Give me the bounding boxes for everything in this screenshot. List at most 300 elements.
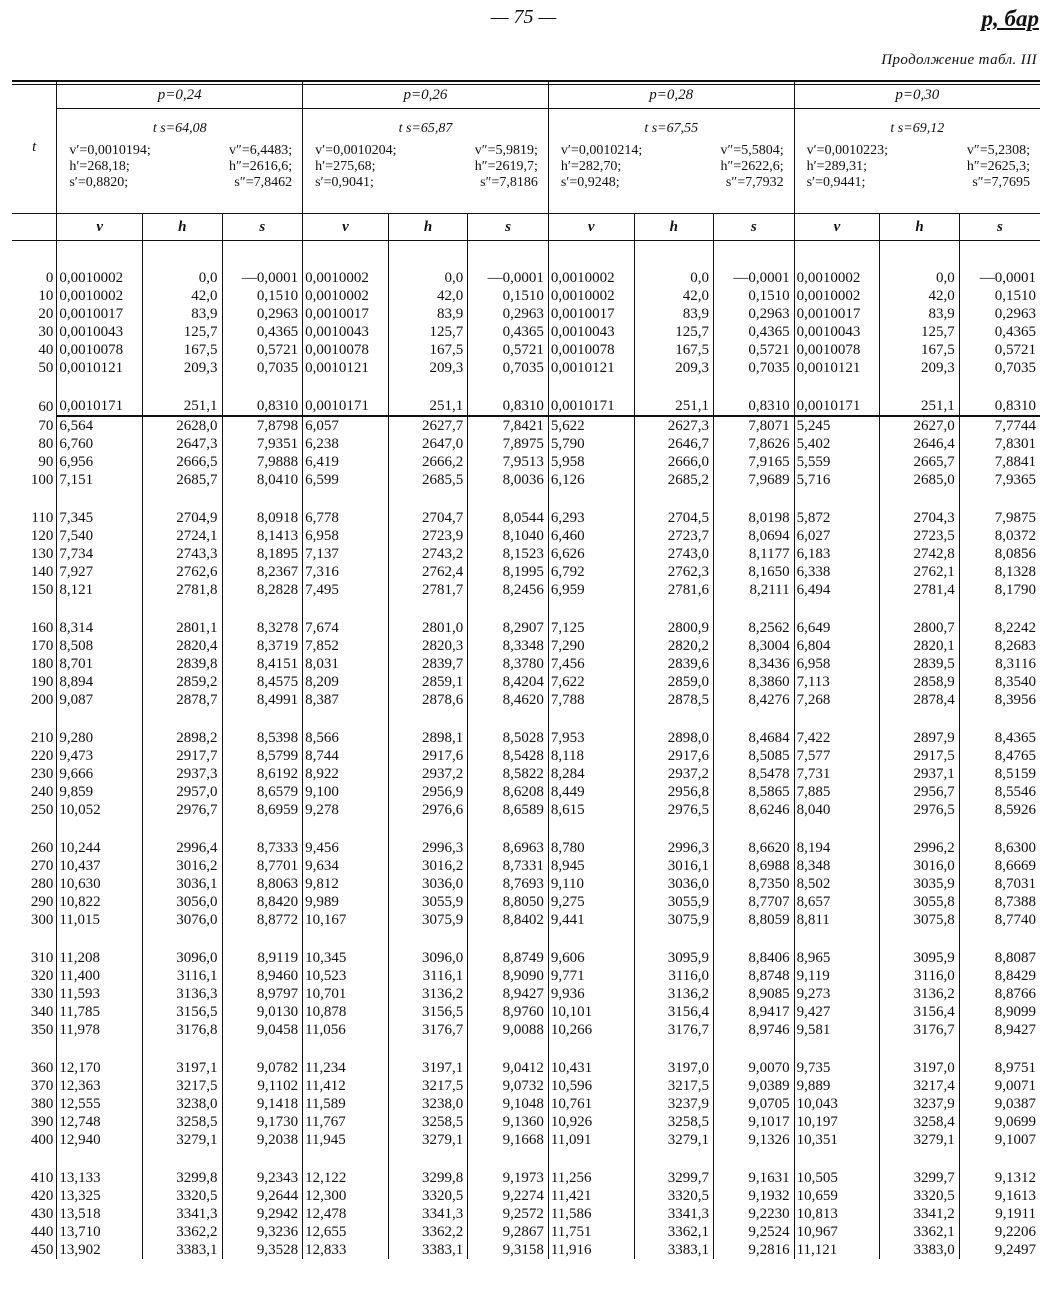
h-cell: 2917,7 — [143, 747, 223, 765]
h-cell: 2956,7 — [880, 783, 960, 801]
spacer-cell — [57, 599, 143, 619]
v-cell: 12,833 — [303, 1241, 389, 1259]
spacer-cell — [57, 241, 143, 270]
v-cell: 6,057 — [303, 416, 389, 435]
table-row — [12, 765, 1040, 783]
v-cell: 6,293 — [548, 509, 634, 527]
spacer-cell — [57, 819, 143, 839]
table-row — [12, 1205, 1040, 1223]
saturation-block-0 — [57, 109, 303, 214]
h-cell: 3176,8 — [143, 1021, 223, 1039]
h-cell: 2859,0 — [634, 673, 714, 691]
row-group-3 — [12, 599, 1040, 709]
h-cell: 2839,7 — [388, 655, 468, 673]
t-column-header: t — [12, 82, 57, 214]
spacer-cell — [303, 929, 389, 949]
h-cell: 2976,5 — [634, 801, 714, 819]
s-cell: 9,1312 — [959, 1169, 1040, 1187]
temperature-cell: 340 — [30, 1004, 54, 1020]
v-cell: 11,593 — [57, 985, 143, 1003]
table-row — [12, 839, 1040, 857]
s-cell: 8,8087 — [959, 949, 1040, 967]
table-row — [12, 967, 1040, 985]
spacer-cell — [548, 377, 634, 397]
spacer-cell — [959, 241, 1040, 270]
table-row — [12, 1241, 1040, 1259]
h-cell: 2996,4 — [143, 839, 223, 857]
spacer-cell — [468, 377, 549, 397]
s-cell: 8,0694 — [714, 527, 795, 545]
temperature-cell: 450 — [30, 1242, 54, 1258]
h-cell: 3341,2 — [880, 1205, 960, 1223]
row-group-6 — [12, 929, 1040, 1039]
h-cell: 3116,0 — [880, 967, 960, 985]
saturation-value-v1: v′=0,0010194; — [69, 143, 151, 158]
s-cell: 8,0036 — [468, 471, 549, 489]
h-cell: 2820,4 — [143, 637, 223, 655]
s-cell: 8,6246 — [714, 801, 795, 819]
v-cell: 6,126 — [548, 471, 634, 489]
v-cell: 8,811 — [794, 911, 880, 929]
s-cell: 8,2111 — [714, 581, 795, 599]
spacer-cell — [880, 709, 960, 729]
h-cell: 2937,2 — [634, 765, 714, 783]
s-cell: 9,1730 — [222, 1113, 303, 1131]
temperature-cell: 360 — [30, 1060, 54, 1076]
saturation-values — [315, 143, 538, 191]
temperature-cell: 260 — [30, 840, 54, 856]
spacer-cell — [880, 489, 960, 509]
v-cell: 12,655 — [303, 1223, 389, 1241]
s-cell: 8,5159 — [959, 765, 1040, 783]
h-cell: 2937,2 — [388, 765, 468, 783]
pressure-label-2: p=0,28 — [548, 82, 794, 109]
s-cell: 8,7701 — [222, 857, 303, 875]
v-cell: 6,626 — [548, 545, 634, 563]
saturation-temperature: t s=69,12 — [890, 121, 945, 136]
h-cell: 3362,2 — [388, 1223, 468, 1241]
table-header — [12, 82, 1040, 241]
h-cell: 3136,2 — [388, 985, 468, 1003]
saturation-value-s2: s″=7,7695 — [972, 175, 1030, 190]
h-cell: 167,5 — [388, 341, 468, 359]
h-cell: 3238,0 — [143, 1095, 223, 1113]
temperature-cell: 90 — [38, 454, 54, 470]
table-row — [12, 1021, 1040, 1039]
s-cell: 8,4765 — [959, 747, 1040, 765]
spacer-cell — [794, 819, 880, 839]
column-header-v: v — [794, 214, 880, 241]
temperature-cell: 200 — [30, 692, 54, 708]
spacer-cell — [57, 929, 143, 949]
row-group-1 — [12, 377, 1040, 489]
v-cell: 9,771 — [548, 967, 634, 985]
group-spacer — [12, 929, 1040, 949]
s-cell: 8,5865 — [714, 783, 795, 801]
s-cell: 0,7035 — [714, 359, 795, 377]
s-cell: 8,9099 — [959, 1003, 1040, 1021]
spacer-cell — [12, 1149, 57, 1169]
temperature-cell: 420 — [30, 1188, 54, 1204]
temperature-cell: 440 — [30, 1224, 54, 1240]
h-cell: 3136,2 — [880, 985, 960, 1003]
s-cell: 0,4365 — [222, 323, 303, 341]
spacer-cell — [468, 929, 549, 949]
v-cell: 5,872 — [794, 509, 880, 527]
v-cell: 11,767 — [303, 1113, 389, 1131]
group-spacer — [12, 241, 1040, 270]
spacer-cell — [468, 241, 549, 270]
h-cell: 2704,7 — [388, 509, 468, 527]
h-cell: 2781,7 — [388, 581, 468, 599]
v-cell: 10,043 — [794, 1095, 880, 1113]
table-row — [12, 341, 1040, 359]
spacer-cell — [222, 489, 303, 509]
v-cell: 10,967 — [794, 1223, 880, 1241]
v-cell: 6,778 — [303, 509, 389, 527]
h-cell: 2743,3 — [143, 545, 223, 563]
h-cell: 3116,0 — [634, 967, 714, 985]
v-cell: 11,056 — [303, 1021, 389, 1039]
s-cell: 8,7740 — [959, 911, 1040, 929]
s-cell: 9,0389 — [714, 1077, 795, 1095]
v-cell: 9,859 — [57, 783, 143, 801]
spacer-cell — [794, 241, 880, 270]
h-cell: 3279,1 — [880, 1131, 960, 1149]
v-cell: 13,325 — [57, 1187, 143, 1205]
temperature-cell: 160 — [30, 620, 54, 636]
v-cell: 0,0010078 — [57, 341, 143, 359]
s-cell: 9,0705 — [714, 1095, 795, 1113]
s-cell: 8,8420 — [222, 893, 303, 911]
h-cell: 3055,9 — [634, 893, 714, 911]
spacer-cell — [634, 377, 714, 397]
saturation-value-h2: h″=2616,6; — [228, 159, 293, 174]
s-cell: 9,1360 — [468, 1113, 549, 1131]
v-cell: 10,052 — [57, 801, 143, 819]
s-cell: 8,3540 — [959, 673, 1040, 691]
s-cell: 8,1413 — [222, 527, 303, 545]
v-cell: 5,716 — [794, 471, 880, 489]
table-row — [12, 1187, 1040, 1205]
s-cell: 8,6669 — [959, 857, 1040, 875]
saturation-values — [561, 143, 784, 191]
v-cell: 7,731 — [794, 765, 880, 783]
saturation-value-s2: s″=7,8462 — [234, 175, 293, 190]
s-cell: 9,0732 — [468, 1077, 549, 1095]
s-cell: 9,2497 — [959, 1241, 1040, 1259]
h-cell: 2800,7 — [880, 619, 960, 637]
h-cell: 42,0 — [143, 287, 223, 305]
spacer-cell — [12, 1039, 57, 1059]
v-cell: 13,518 — [57, 1205, 143, 1223]
table-row — [12, 453, 1040, 471]
v-cell: 5,559 — [794, 453, 880, 471]
s-cell: 7,9165 — [714, 453, 795, 471]
h-cell: 0,0 — [634, 269, 714, 287]
s-cell: 7,9513 — [468, 453, 549, 471]
spacer-cell — [222, 929, 303, 949]
v-cell: 0,0010002 — [303, 269, 389, 287]
spacer-cell — [143, 819, 223, 839]
v-cell: 8,922 — [303, 765, 389, 783]
s-cell: 9,2816 — [714, 1241, 795, 1259]
h-cell: 3156,5 — [388, 1003, 468, 1021]
v-cell: 7,422 — [794, 729, 880, 747]
h-cell: 3383,1 — [634, 1241, 714, 1259]
h-cell: 2742,8 — [880, 545, 960, 563]
group-spacer — [12, 599, 1040, 619]
s-cell: 9,0070 — [714, 1059, 795, 1077]
s-cell: 8,0372 — [959, 527, 1040, 545]
spacer-cell — [714, 489, 795, 509]
h-cell: 3035,9 — [880, 875, 960, 893]
h-cell: 3320,5 — [388, 1187, 468, 1205]
h-cell: 3075,8 — [880, 911, 960, 929]
v-cell: 6,338 — [794, 563, 880, 581]
s-cell: 9,2942 — [222, 1205, 303, 1223]
h-cell: 2839,6 — [634, 655, 714, 673]
v-cell: 6,419 — [303, 453, 389, 471]
table-row — [12, 471, 1040, 489]
h-cell: 125,7 — [143, 323, 223, 341]
spacer-cell — [959, 1039, 1040, 1059]
s-cell: 8,1523 — [468, 545, 549, 563]
table-row — [12, 655, 1040, 673]
v-cell: 9,280 — [57, 729, 143, 747]
v-cell: 10,523 — [303, 967, 389, 985]
s-cell: 9,0387 — [959, 1095, 1040, 1113]
v-cell: 0,0010002 — [57, 287, 143, 305]
s-cell: 0,7035 — [959, 359, 1040, 377]
s-cell: 7,9365 — [959, 471, 1040, 489]
temperature-cell: 310 — [30, 950, 54, 966]
h-cell: 3362,2 — [143, 1223, 223, 1241]
s-cell: 0,5721 — [468, 341, 549, 359]
h-cell: 0,0 — [880, 269, 960, 287]
h-cell: 3016,2 — [143, 857, 223, 875]
saturation-value-h1: h′=282,70; — [560, 159, 622, 174]
h-cell: 3176,7 — [634, 1021, 714, 1039]
v-cell: 10,630 — [57, 875, 143, 893]
s-cell: 9,1973 — [468, 1169, 549, 1187]
temperature-cell: 30 — [38, 324, 54, 340]
s-cell: 0,8310 — [222, 397, 303, 416]
temperature-cell: 80 — [38, 436, 54, 452]
s-cell: 9,2644 — [222, 1187, 303, 1205]
h-cell: 2685,7 — [143, 471, 223, 489]
h-cell: 2956,9 — [388, 783, 468, 801]
table-row — [12, 287, 1040, 305]
temperature-cell: 410 — [30, 1170, 54, 1186]
h-cell: 3036,0 — [388, 875, 468, 893]
h-cell: 3299,8 — [143, 1169, 223, 1187]
table-continuation-caption: Продолжение табл. III — [881, 52, 1037, 68]
spacer-cell — [222, 241, 303, 270]
spacer-cell — [143, 241, 223, 270]
spacer-cell — [880, 241, 960, 270]
h-cell: 2820,3 — [388, 637, 468, 655]
s-cell: 9,1102 — [222, 1077, 303, 1095]
v-cell: 11,751 — [548, 1223, 634, 1241]
s-cell: 8,8748 — [714, 967, 795, 985]
spacer-cell — [12, 489, 57, 509]
spacer-cell — [714, 599, 795, 619]
s-cell: 8,5546 — [959, 783, 1040, 801]
s-cell: 8,6192 — [222, 765, 303, 783]
s-cell: 8,8063 — [222, 875, 303, 893]
s-cell: 9,1911 — [959, 1205, 1040, 1223]
s-cell: 8,4204 — [468, 673, 549, 691]
temperature-cell: 50 — [38, 360, 54, 376]
s-cell: 8,9417 — [714, 1003, 795, 1021]
v-cell: 11,785 — [57, 1003, 143, 1021]
temperature-cell: 70 — [38, 417, 54, 434]
spacer-cell — [388, 489, 468, 509]
v-cell: 7,885 — [794, 783, 880, 801]
s-cell: 8,9797 — [222, 985, 303, 1003]
v-cell: 10,345 — [303, 949, 389, 967]
v-cell: 0,0010017 — [57, 305, 143, 323]
s-cell: 0,7035 — [222, 359, 303, 377]
s-cell: 8,4365 — [959, 729, 1040, 747]
v-cell: 7,734 — [57, 545, 143, 563]
s-cell: 0,2963 — [959, 305, 1040, 323]
spacer-cell — [143, 489, 223, 509]
spacer-cell — [794, 709, 880, 729]
h-cell: 2762,1 — [880, 563, 960, 581]
temperature-cell: 290 — [30, 894, 54, 910]
spacer-cell — [959, 599, 1040, 619]
s-cell: 0,7035 — [468, 359, 549, 377]
h-cell: 83,9 — [143, 305, 223, 323]
column-header-s: s — [222, 214, 303, 241]
column-header-s: s — [714, 214, 795, 241]
s-cell: 8,5028 — [468, 729, 549, 747]
v-cell: 8,209 — [303, 673, 389, 691]
spacer-cell — [959, 709, 1040, 729]
s-cell: 8,1895 — [222, 545, 303, 563]
s-cell: 7,8421 — [468, 416, 549, 435]
h-cell: 3176,7 — [880, 1021, 960, 1039]
spacer-cell — [57, 1039, 143, 1059]
v-cell: 0,0010121 — [303, 359, 389, 377]
table-row — [12, 1077, 1040, 1095]
v-cell: 6,649 — [794, 619, 880, 637]
temperature-cell: 370 — [30, 1078, 54, 1094]
h-cell: 167,5 — [880, 341, 960, 359]
v-cell: 6,792 — [548, 563, 634, 581]
v-cell: 5,790 — [548, 435, 634, 453]
s-cell: 0,8310 — [714, 397, 795, 416]
h-cell: 2917,5 — [880, 747, 960, 765]
h-cell: 0,0 — [143, 269, 223, 287]
v-cell: 8,894 — [57, 673, 143, 691]
v-cell: 7,456 — [548, 655, 634, 673]
h-cell: 125,7 — [880, 323, 960, 341]
v-cell: 8,701 — [57, 655, 143, 673]
h-cell: 3036,1 — [143, 875, 223, 893]
saturation-temperature: t s=64,08 — [152, 121, 207, 136]
spacer-cell — [548, 929, 634, 949]
v-cell: 7,540 — [57, 527, 143, 545]
table-row — [12, 269, 1040, 287]
v-cell: 6,238 — [303, 435, 389, 453]
spacer-cell — [303, 1039, 389, 1059]
v-cell: 10,822 — [57, 893, 143, 911]
v-cell: 7,290 — [548, 637, 634, 655]
h-cell: 3156,5 — [143, 1003, 223, 1021]
h-cell: 251,1 — [634, 397, 714, 416]
spacer-cell — [468, 709, 549, 729]
spacer-cell — [880, 1039, 960, 1059]
spacer-cell — [143, 709, 223, 729]
s-cell: 8,1790 — [959, 581, 1040, 599]
row-group-5 — [12, 819, 1040, 929]
h-cell: 3383,1 — [388, 1241, 468, 1259]
s-cell: 8,0918 — [222, 509, 303, 527]
h-cell: 3156,4 — [880, 1003, 960, 1021]
v-cell: 7,788 — [548, 691, 634, 709]
v-cell: 10,505 — [794, 1169, 880, 1187]
v-cell: 0,0010078 — [548, 341, 634, 359]
v-cell: 9,110 — [548, 875, 634, 893]
table-row — [12, 893, 1040, 911]
v-cell: 7,927 — [57, 563, 143, 581]
spacer-cell — [303, 489, 389, 509]
v-cell: 10,761 — [548, 1095, 634, 1113]
unit-label: p, бар — [981, 6, 1039, 31]
spacer-cell — [634, 929, 714, 949]
saturation-value-s2: s″=7,8186 — [480, 175, 538, 190]
v-cell: 7,345 — [57, 509, 143, 527]
column-header-h: h — [143, 214, 223, 241]
v-cell: 9,100 — [303, 783, 389, 801]
v-cell: 7,852 — [303, 637, 389, 655]
table-row — [12, 875, 1040, 893]
v-cell: 0,0010043 — [57, 323, 143, 341]
h-cell: 2665,7 — [880, 453, 960, 471]
spacer-cell — [548, 1149, 634, 1169]
v-cell: 11,121 — [794, 1241, 880, 1259]
v-cell: 9,889 — [794, 1077, 880, 1095]
s-cell: 8,3348 — [468, 637, 549, 655]
h-cell: 2859,1 — [388, 673, 468, 691]
v-cell: 6,183 — [794, 545, 880, 563]
v-cell: 8,449 — [548, 783, 634, 801]
v-cell: 7,622 — [548, 673, 634, 691]
spacer-cell — [303, 599, 389, 619]
v-cell: 9,812 — [303, 875, 389, 893]
h-cell: 3383,0 — [880, 1241, 960, 1259]
v-cell: 9,441 — [548, 911, 634, 929]
s-cell: 8,1177 — [714, 545, 795, 563]
v-cell: 7,113 — [794, 673, 880, 691]
temperature-cell: 100 — [30, 472, 54, 488]
v-cell: 8,508 — [57, 637, 143, 655]
table-row — [12, 1003, 1040, 1021]
s-cell: 7,9875 — [959, 509, 1040, 527]
s-cell: 9,0782 — [222, 1059, 303, 1077]
saturation-value-v1: v′=0,0010204; — [315, 143, 397, 158]
s-cell: 8,5822 — [468, 765, 549, 783]
h-cell: 3016,0 — [880, 857, 960, 875]
saturation-value-v2: v″=6,4483; — [228, 143, 293, 158]
s-cell: 8,9085 — [714, 985, 795, 1003]
table-row — [12, 323, 1040, 341]
s-cell: 7,8841 — [959, 453, 1040, 471]
spacer-cell — [794, 1039, 880, 1059]
